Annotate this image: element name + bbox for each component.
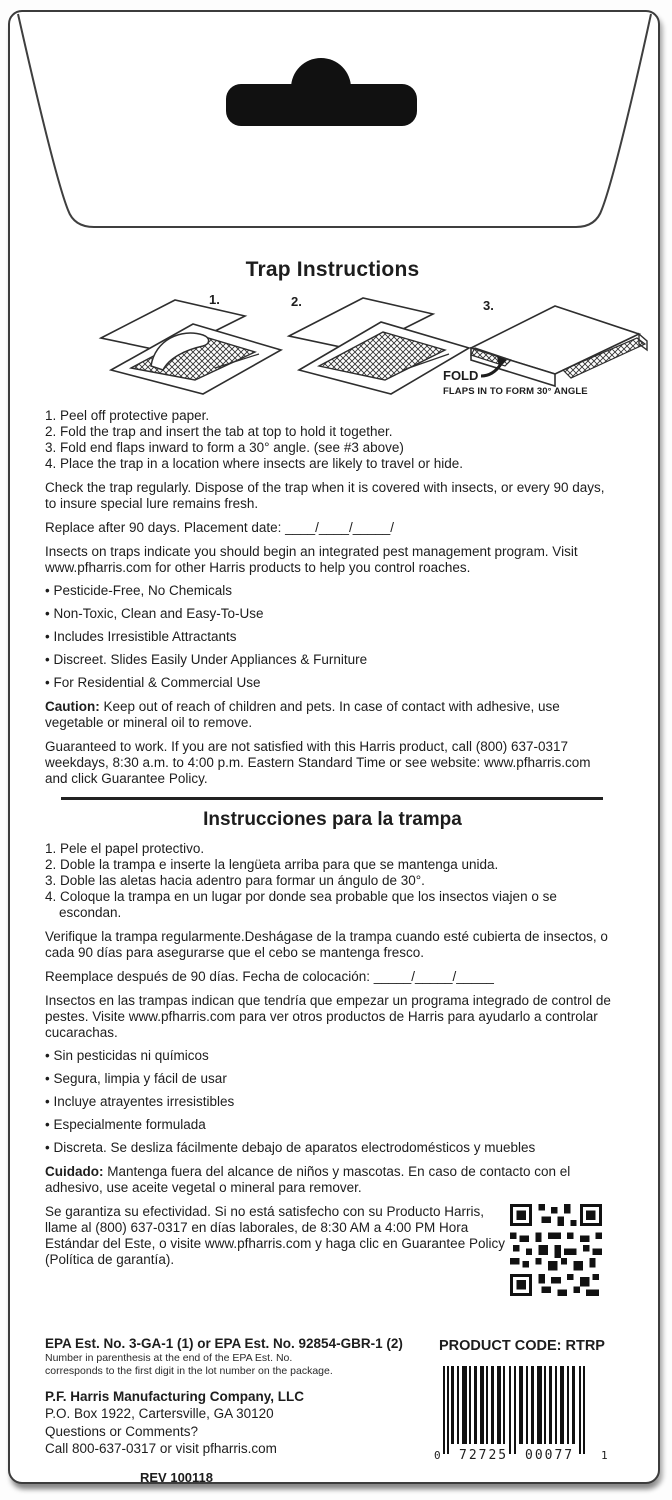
caution-label: Caution: (45, 699, 100, 714)
english-step: 1. Peel off protective paper. (45, 408, 210, 423)
spanish-guarantee-row (45, 1204, 620, 1296)
spanish-title: Instrucciones para la trampa (203, 808, 462, 830)
bullet-item: • Non-Toxic, Clean and Easy-To-Use (45, 606, 264, 621)
upc-barcode (433, 1366, 611, 1462)
barcode-right-digits: 00077 (525, 1447, 575, 1462)
diagram-1-number: 1. (209, 292, 220, 307)
bullet-item: • Sin pesticidas ni químicos (45, 1047, 209, 1063)
diagram-row (45, 286, 620, 398)
revision-number: REV 100118 (140, 1469, 214, 1485)
company-contact: Call 800-637-0317 or visit pfharris.com (45, 1441, 277, 1456)
spanish-step: 1. Pele el papel protectivo. (45, 840, 205, 856)
spanish-ipm-paragraph: Insectos en las trampas indican que tendría que empezar un programa integrado de control de pestes. Visite www.pfharris.com para ver otros productos de Harris para ayudarlo a controlar cucarachas. (45, 992, 611, 1040)
barcode-trail-digit: 1 (601, 1448, 608, 1462)
spanish-bullet-list (45, 1048, 620, 1156)
diagram-step1-icon (97, 286, 287, 398)
barcode-lead-digit: 0 (434, 1448, 441, 1462)
english-replace-line: Replace after 90 days. Placement date: ____/____/_____/ (45, 520, 394, 535)
spanish-steps (45, 841, 565, 921)
bullet-item: • Includes Irresistible Attractants (45, 629, 237, 644)
qr-code (510, 1204, 602, 1296)
epa-note-line2: corresponds to the first digit in the lot number on the package. (45, 1364, 333, 1377)
print-panel (10, 12, 658, 1485)
product-code: PRODUCT CODE: RTRP (439, 1337, 605, 1354)
epa-note-line1: Number in parenthesis at the end of the EPA Est. No. (45, 1351, 293, 1364)
english-ipm-paragraph: Insects on traps indicate you should begin an integrated pest management program. Visit www.pfharris.com for other Harris products to help you control roaches. (45, 544, 578, 575)
bullet-item: • Especialmente formulada (45, 1116, 206, 1132)
spanish-guarantee-paragraph: Se garantiza su efectividad. Si no está satisfecho con su Producto Harris, llame al (800) 637-0317 en días laborales, de 8:30 AM a 4:00 PM Hora Estándar del Este, o visite www.pfharris.com y haga clic en Guarantee Policy (Política de garantía). (45, 1203, 505, 1267)
spanish-step: 4. Coloque la trampa en un lugar por donde sea probable que los insectos viajen o se escondan. (45, 888, 557, 920)
english-step: 2. Fold the trap and insert the tab at top to hold it together. (45, 424, 393, 439)
company-name: P.F. Harris Manufacturing Company, LLC (45, 1388, 305, 1404)
english-title: Trap Instructions (245, 258, 420, 281)
english-caution-paragraph (45, 699, 615, 731)
spanish-step: 3. Doble las aletas hacia adentro para formar un ángulo de 30°. (45, 872, 425, 888)
bullet-item: • Segura, limpia y fácil de usar (45, 1070, 227, 1086)
bullet-item: • Incluye atrayentes irresistibles (45, 1093, 235, 1109)
spanish-step: 2. Doble la trampa e inserte la lengüeta arriba para que se mantenga unida. (45, 856, 499, 872)
package-back-panel (8, 10, 660, 1484)
bullet-item: • For Residential & Commercial Use (45, 675, 261, 690)
caution-text: Keep out of reach of children and pets. In case of contact with adhesive, use vegetable or mineral oil to remove. (45, 699, 560, 730)
cuidado-text: Mantenga fuera del alcance de niños y mascotas. En caso de contacto con el adhesivo, use aceite vegetal o mineral para remover. (45, 1163, 571, 1195)
footer-section (45, 1336, 620, 1485)
spanish-replace-line: Reemplace después de 90 días. Fecha de colocación: _____/_____/_____ (45, 968, 494, 984)
company-question: Questions or Comments? (45, 1423, 199, 1439)
spanish-caution-paragraph (45, 1164, 615, 1196)
epa-establishment-line: EPA Est. No. 3-GA-1 (1) or EPA Est. No. 92854-GBR-1 (2) (45, 1335, 403, 1351)
bullet-item: • Pesticide-Free, No Chemicals (45, 583, 233, 598)
english-steps (45, 408, 620, 472)
section-divider (61, 797, 603, 800)
english-step: 4. Place the trap in a location where insects are likely to travel or hide. (45, 456, 463, 471)
diagram-2-number: 2. (291, 294, 302, 309)
diagram-step3-icon (441, 286, 663, 398)
english-bullet-list (45, 583, 620, 691)
english-check-paragraph: Check the trap regularly. Dispose of the trap when it is covered with insects, or every 90 days, to insure special lure remains fresh. (45, 480, 605, 511)
cuidado-label: Cuidado: (45, 1163, 104, 1179)
footer-right-column (424, 1336, 620, 1485)
company-address: P.O. Box 1922, Cartersville, GA 30120 (45, 1406, 274, 1421)
barcode-left-digits: 72725 (459, 1447, 509, 1462)
spanish-check-paragraph: Verifique la trampa regularmente.Deshágase de la trampa cuando esté cubierta de insectos, o cada 90 días para asegurarse que el cebo se mantenga fresco. (45, 928, 608, 960)
bullet-item: • Discreta. Se desliza fácilmente debajo de aparatos electrodomésticos y muebles (45, 1139, 536, 1155)
bullet-item: • Discreet. Slides Easily Under Appliances & Furniture (45, 652, 368, 667)
english-guarantee-paragraph: Guaranteed to work. If you are not satisfied with this Harris product, call (800) 637-0317 weekdays, 8:30 a.m. to 4:00 p.m. Eastern Standard Time or see website: www.pfharris.com and click Guarantee Policy. (45, 739, 591, 786)
fold-caption: FLAPS IN TO FORM 30° ANGLE (443, 386, 588, 397)
fold-label: FOLD (443, 368, 479, 383)
english-step: 3. Fold end flaps inward to form a 30° angle. (see #3 above) (45, 440, 404, 455)
diagram-3-number: 3. (483, 298, 494, 313)
footer-left-column (45, 1336, 424, 1485)
company-block (45, 1388, 424, 1458)
